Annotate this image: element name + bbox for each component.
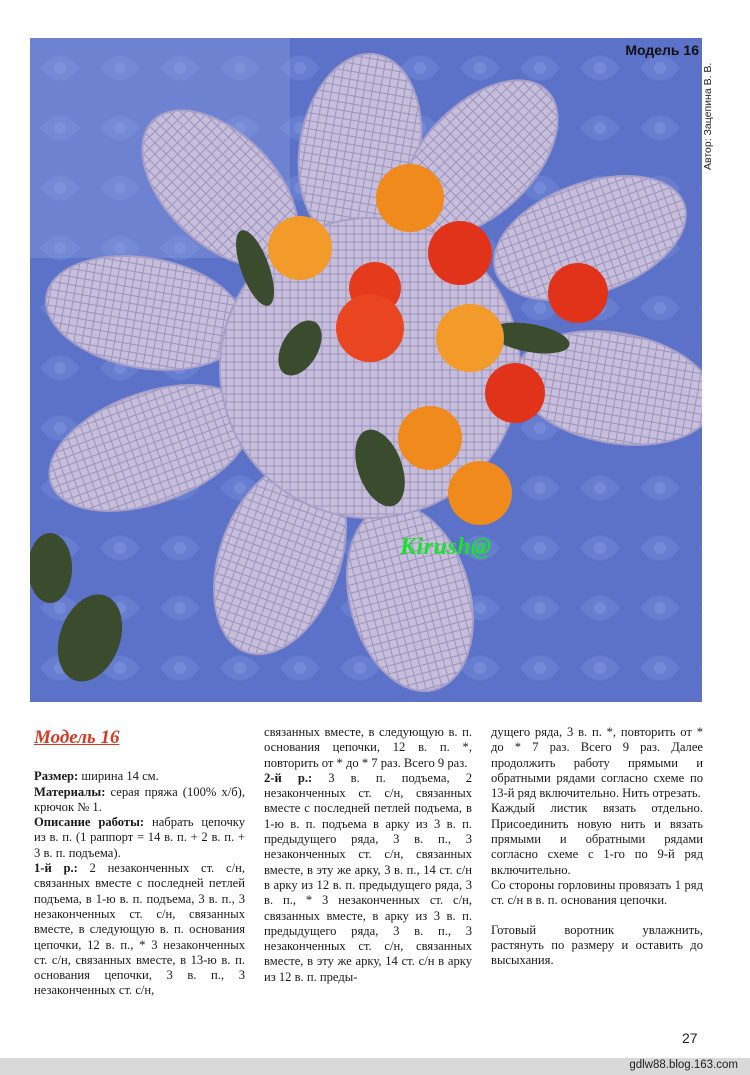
text-column-1 <box>34 727 246 999</box>
row2-label: 2-й р.: <box>264 770 313 785</box>
description-text: набрать цепочку из в. п. (1 раппорт = 14 в. п. + 2 в. п. + 3 в. п. подъема). <box>34 815 246 860</box>
text-column-3 <box>491 725 703 968</box>
page-number: 27 <box>682 1030 698 1046</box>
size-paragraph <box>34 769 245 784</box>
materials-label: Материалы: <box>34 784 106 799</box>
row1-continued: связанных вместе, в следующую в. п. основания цепочки, 12 в. п. *, повторить от * до * 7 раз. Всего 9 раз. <box>264 725 472 770</box>
description-label: Описание работы: <box>34 815 145 830</box>
footer-bar <box>0 1058 750 1075</box>
doily-photo <box>30 38 702 702</box>
footer-url: gdlw88.blog.163.com <box>629 1059 738 1071</box>
author-credit <box>700 40 720 190</box>
size-label: Размер: <box>34 769 79 784</box>
row2-text: 3 в. п. подъема, 2 незаконченных ст. с/н, связанных вместе с последней петлей подъема, в 1-ю в. п. подъема в арку из 3 в. п. предыдущего ряда, 3 в. п., 3 незаконченных ст. с/н, связанных вместе, в эту же арку, 3 в. п., 14 ст. с/н в арку из 12 в. п. предыдущего ряда, 3 в. п., * 3 незаконченных ст. с/н, связанных вместе, в арку из 3 в. п. предыдущего ряда, 3 в. п., 3 незаконченных ст. с/н, связанных вместе, в эту же арку, 14 ст. с/н в арку из 12 в. п. преды- <box>264 770 472 984</box>
row1-text: 2 незаконченных ст. с/н, связанных вместе с последней петлей подъема, в 1-ю в. п. подъема, 3 в. п., 3 незаконченных ст. с/н, связанных вместе, в следующую в. п. основания цепочки, 12 в. п., * 3 незаконченных ст. с/н, связанных вместе, в 13-ю в. п. основания цепочки, 3 в. п., 3 незаконченных ст. с/н, <box>34 861 246 998</box>
neckline-paragraph: Со стороны горловины провязать 1 ряд ст. с/н в в. п. основания цепочки. <box>491 877 703 908</box>
row2-paragraph <box>264 771 472 985</box>
row1-paragraph <box>34 861 245 999</box>
model-tag: Модель 16 <box>625 42 699 58</box>
size-text: ширина 14 см. <box>78 769 159 784</box>
description-paragraph <box>34 815 245 861</box>
author-text: Автор: Зацепина В. В. <box>702 62 714 170</box>
row2-continued: дущего ряда, 3 в. п. *, повторить от * до * 7 раз. Всего 9 раз. Далее продолжить работу прямыми и обратными рядами согласно схеме по 13-й ряд включительно. Нить отрезать. <box>491 725 703 801</box>
watermark: Kirush@ <box>400 534 492 560</box>
finishing-paragraph: Готовый воротник увлажнить, растянуть по размеру и оставить до высыхания. <box>491 922 703 968</box>
doily-illustration <box>30 38 702 702</box>
materials-paragraph <box>34 785 245 816</box>
section-title: Модель 16 <box>34 727 120 748</box>
materials-text: серая пряжа (100% х/б), крючок № 1. <box>34 784 245 814</box>
leaf-paragraph: Каждый листик вязать отдельно. Присоединить новую нить и вязать прямыми и обратными рядами согласно схеме с 1-го по 9-й ряд включительно. <box>491 801 703 877</box>
row1-label: 1-й р.: <box>34 861 78 876</box>
text-column-2 <box>264 725 472 985</box>
